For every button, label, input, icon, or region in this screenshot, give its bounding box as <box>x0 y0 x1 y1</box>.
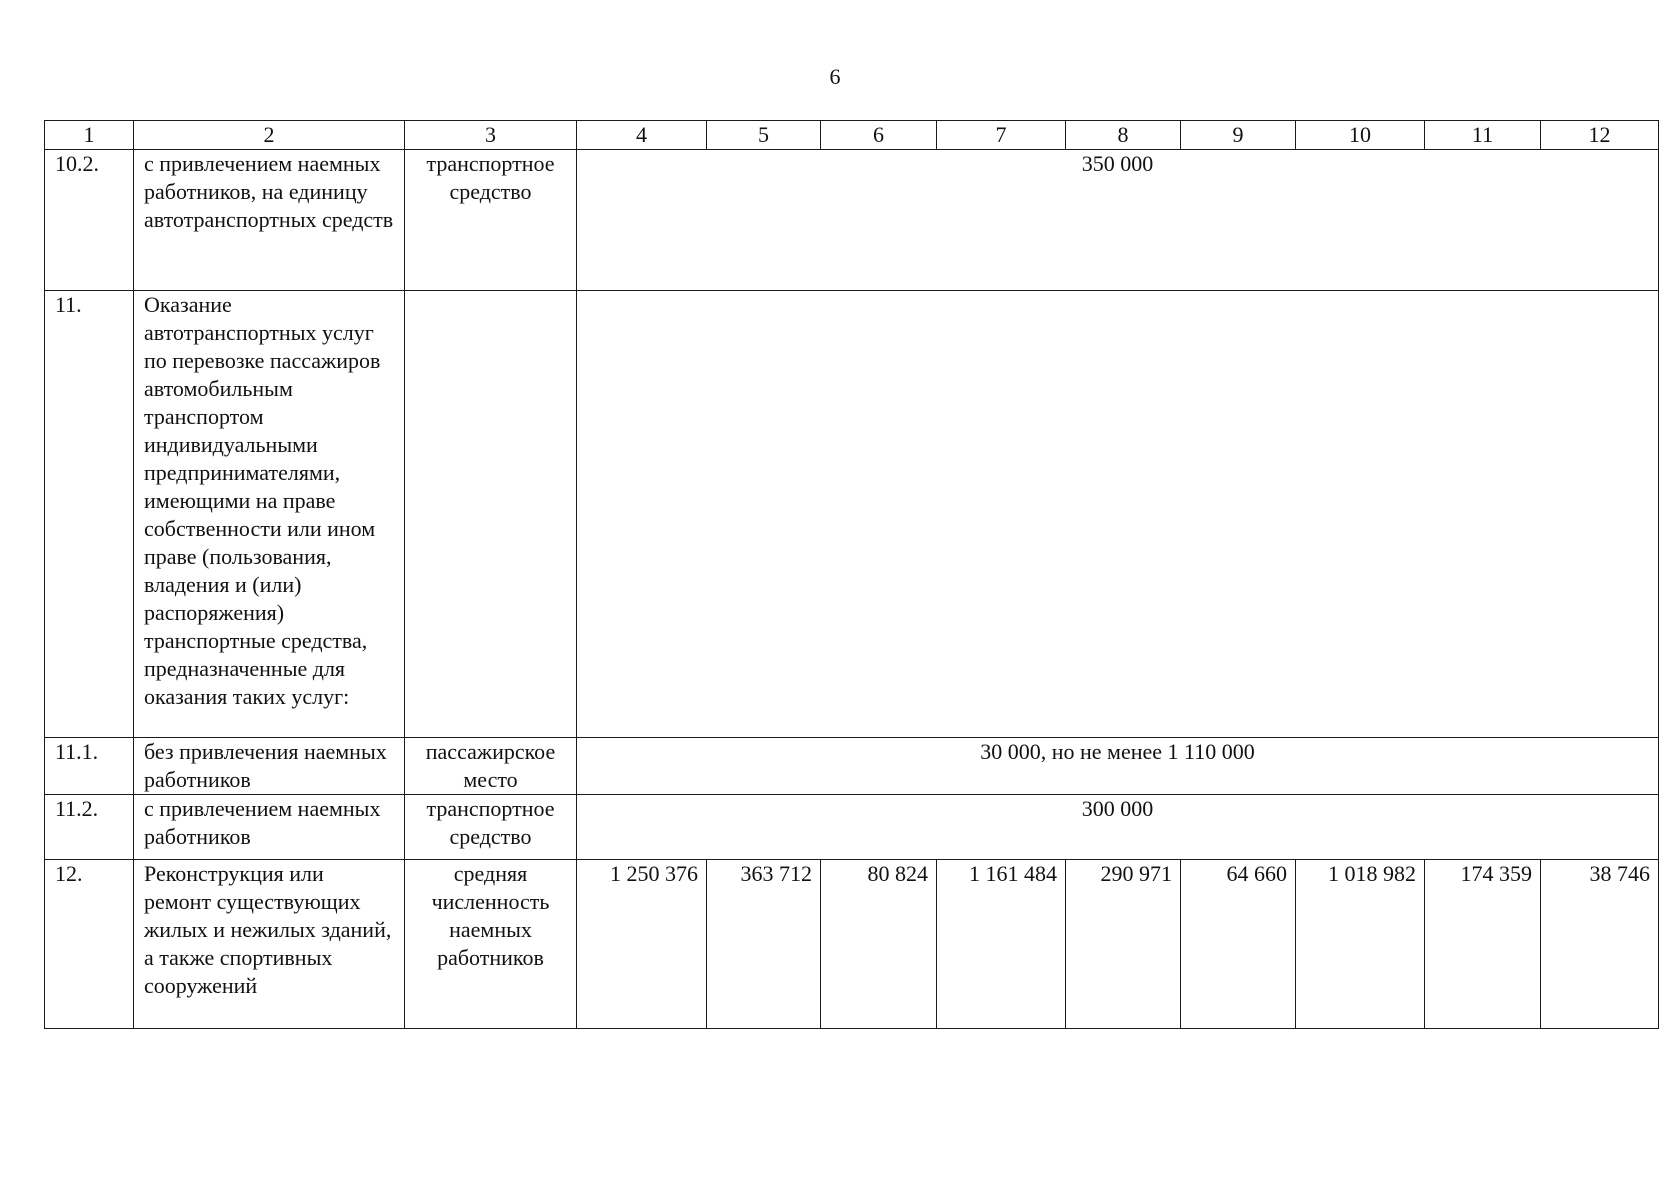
column-header: 6 <box>821 121 937 150</box>
activity-name: Оказание автотранспортных услуг по перевозке пассажиров автомобильным транспортом индивидуальными предпринимателями, имеющими на праве собственности или ином праве (пользования, владения и (или) распоряжения) транспортные средства, предназначенные для оказания таких услуг: <box>134 291 405 738</box>
column-header: 7 <box>937 121 1066 150</box>
row-number: 12. <box>45 860 134 1029</box>
unit-of-measure: пассажирское место <box>405 738 577 795</box>
table-row <box>45 291 1659 738</box>
activity-name: с привлечением наемных работников, на единицу автотранспортных средств <box>134 150 405 291</box>
table-row <box>45 860 1659 1029</box>
column-header: 3 <box>405 121 577 150</box>
column-header: 2 <box>134 121 405 150</box>
page-number: 6 <box>829 64 841 89</box>
column-header: 11 <box>1425 121 1541 150</box>
value-cell: 174 359 <box>1425 860 1541 1029</box>
value-cell: 363 712 <box>707 860 821 1029</box>
merged-value: 350 000 <box>577 150 1659 291</box>
tariff-table <box>44 120 1659 1029</box>
merged-value: 30 000, но не менее 1 110 000 <box>577 738 1659 795</box>
row-number: 11.2. <box>45 795 134 860</box>
row-number: 10.2. <box>45 150 134 291</box>
column-header: 1 <box>45 121 134 150</box>
value-cell: 1 250 376 <box>577 860 707 1029</box>
activity-name: без привлечения наемных работников <box>134 738 405 795</box>
value-cell: 38 746 <box>1541 860 1659 1029</box>
table-row <box>45 150 1659 291</box>
unit-of-measure: транспортное средство <box>405 795 577 860</box>
unit-of-measure <box>405 291 577 738</box>
column-header: 5 <box>707 121 821 150</box>
merged-value: 300 000 <box>577 795 1659 860</box>
activity-name: с привлечением наемных работников <box>134 795 405 860</box>
column-header: 4 <box>577 121 707 150</box>
table-row <box>45 795 1659 860</box>
table-header-row <box>45 121 1659 150</box>
column-header: 9 <box>1181 121 1296 150</box>
table-row <box>45 738 1659 795</box>
value-cell: 1 161 484 <box>937 860 1066 1029</box>
value-cell: 64 660 <box>1181 860 1296 1029</box>
column-header: 10 <box>1296 121 1425 150</box>
activity-name: Реконструкция или ремонт существующих жилых и нежилых зданий, а также спортивных сооружений <box>134 860 405 1029</box>
unit-of-measure: средняя численность наемных работников <box>405 860 577 1029</box>
row-number: 11. <box>45 291 134 738</box>
value-cell: 290 971 <box>1066 860 1181 1029</box>
merged-value <box>577 291 1659 738</box>
row-number: 11.1. <box>45 738 134 795</box>
unit-of-measure: транспортное средство <box>405 150 577 291</box>
value-cell: 80 824 <box>821 860 937 1029</box>
value-cell: 1 018 982 <box>1296 860 1425 1029</box>
column-header: 8 <box>1066 121 1181 150</box>
column-header: 12 <box>1541 121 1659 150</box>
